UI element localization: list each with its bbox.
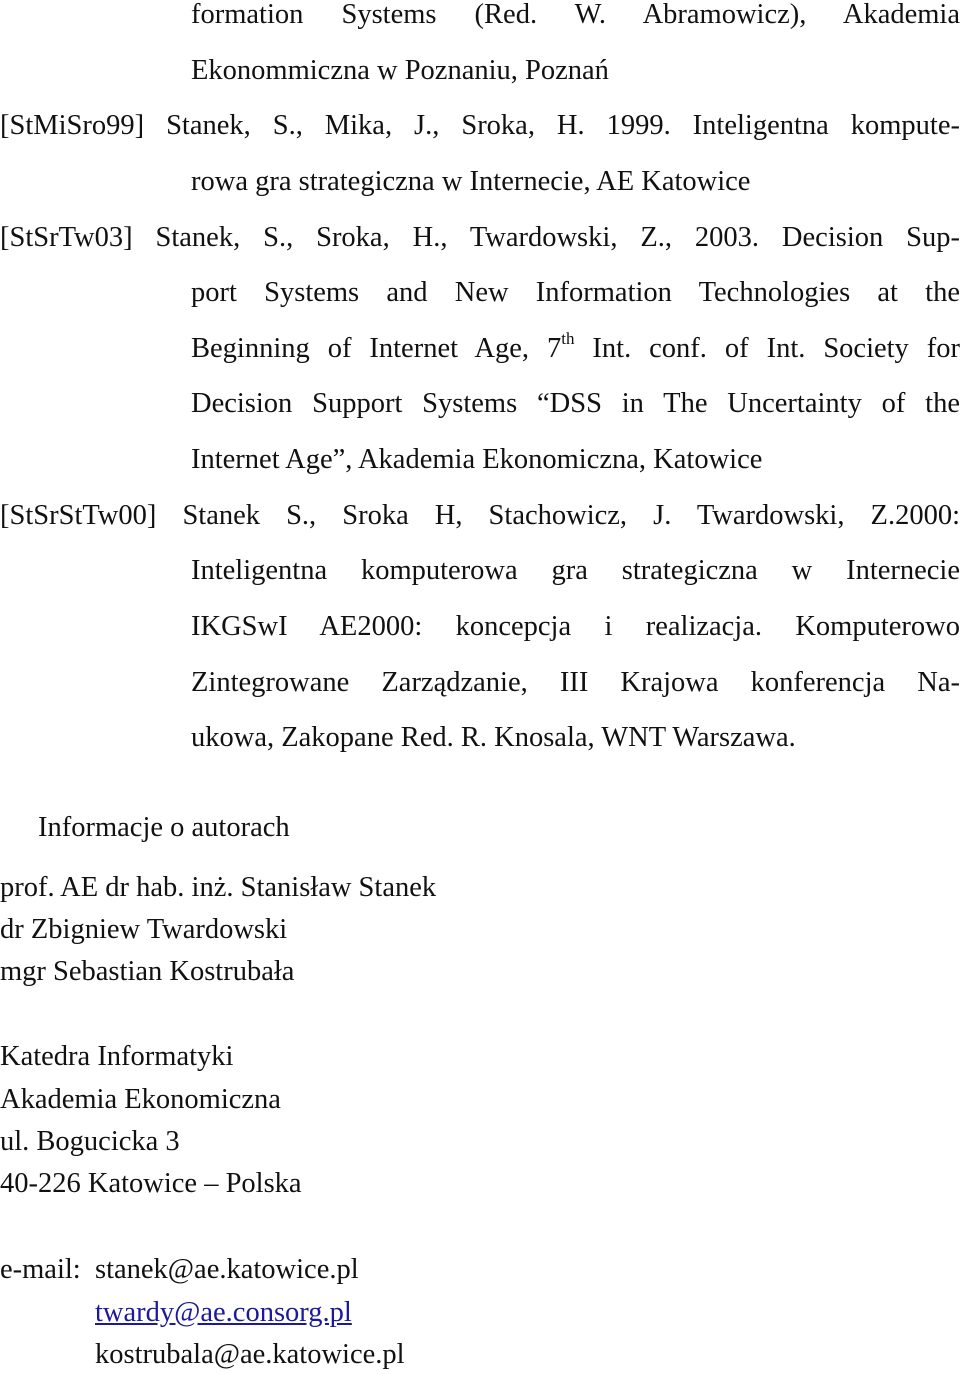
address-line: 40-226 Katowice – Polska [0,1168,302,1199]
reference-line: ukowa, Zakopane Red. R. Knosala, WNT Warszawa. [191,722,796,753]
reference-line [191,329,960,369]
reference-line: rowa gra strategiczna w Internecie, AE Katowice [191,166,751,197]
address-line: ul. Bogucicka 3 [0,1126,180,1157]
author-name: dr Zbigniew Twardowski [0,914,288,945]
ordinal-superscript: th [561,329,575,348]
reference-line: Zintegrowane Zarządzanie, III Krajowa konferencja Na- [191,667,960,698]
reference-line: formation Systems (Red. W. Abramowicz), Akademia [191,0,960,30]
reference-line: Inteligentna komputerowa gra strategiczna w Internecie [191,555,960,586]
reference-first-line [0,496,960,536]
reference-text: Beginning of Internet Age, 7 [191,333,562,364]
author-name: prof. AE dr hab. inż. Stanisław Stanek [0,872,437,903]
email-link-twardy[interactable]: twardy@ae.consorg.pl [95,1297,352,1328]
reference-line: Ekonommiczna w Poznaniu, Poznań [191,55,609,86]
authors-heading: Informacje o autorach [38,812,290,843]
author-name: mgr Sebastian Kostrubała [0,956,295,987]
reference-key: [StSrTw03] [0,222,133,253]
address-line: Katedra Informatyki [0,1041,234,1072]
reference-line: IKGSwI AE2000: koncepcja i realizacja. Komputerowo [191,611,960,642]
reference-line: Decision Support Systems “DSS in The Uncertainty of the [191,388,960,419]
reference-text: Stanek S., Sroka H, Stachowicz, J. Twardowski, Z.2000: [156,500,960,531]
reference-line: Internet Age”, Akademia Ekonomiczna, Katowice [191,444,763,475]
reference-text: Int. conf. of Int. Society for [574,333,960,364]
reference-text: Stanek, S., Sroka, H., Twardowski, Z., 2003. Decision Sup- [132,222,960,253]
reference-key: [StMiSro99] [0,110,145,141]
reference-key: [StSrStTw00] [0,500,157,531]
reference-text: Stanek, S., Mika, J., Sroka, H. 1999. Inteligentna kompute- [144,110,960,141]
reference-first-line [0,218,960,258]
email-address-kostrubala[interactable]: kostrubala@ae.katowice.pl [95,1339,405,1370]
email-address-stanek[interactable]: stanek@ae.katowice.pl [95,1254,359,1285]
address-line: Akademia Ekonomiczna [0,1084,281,1115]
reference-first-line [0,106,960,146]
reference-line: port Systems and New Information Technologies at the [191,277,960,308]
email-label: e-mail: [0,1254,81,1285]
